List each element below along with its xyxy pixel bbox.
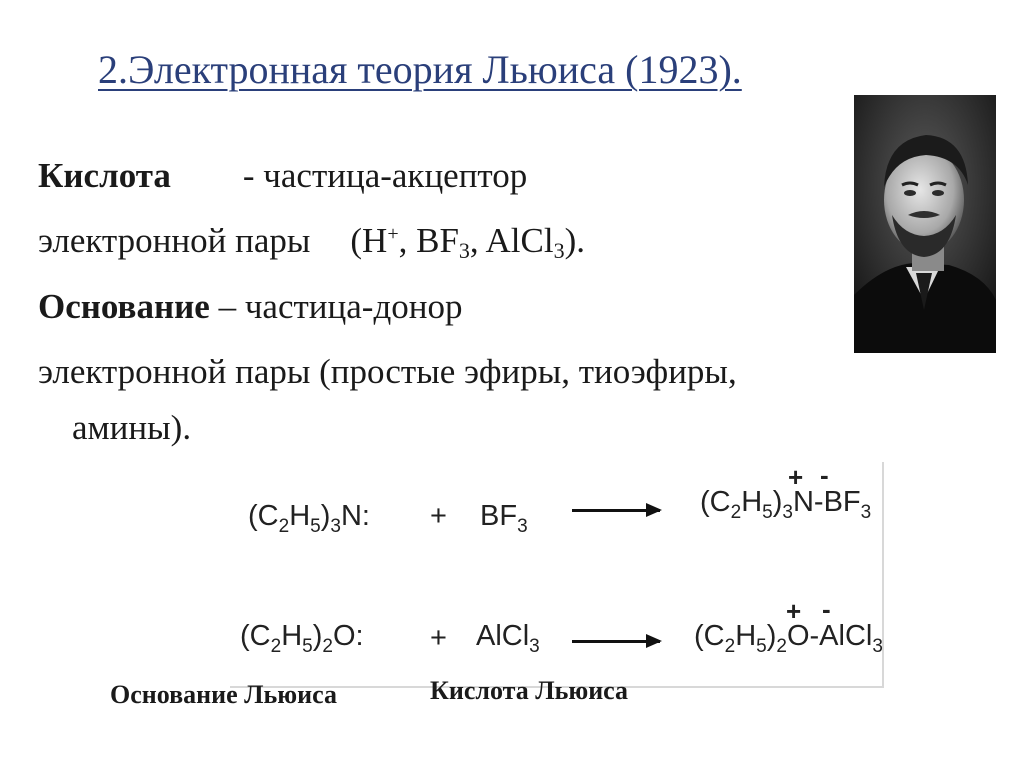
- reaction-2-acid: AlCl$_3$: [476, 620, 540, 657]
- reaction-2-charge-minus: -: [822, 594, 831, 624]
- acid-definition-1: - частица-акцептор: [242, 156, 528, 195]
- base-line-3: амины).: [72, 408, 192, 447]
- reaction-1-acid: $BF_3$: [480, 500, 528, 537]
- reaction-1-plus: +: [430, 500, 447, 532]
- reaction-1-product: $(C_2H_5)_3N-BF_3$: [700, 486, 872, 523]
- caption-lewis-base: Основание Льюиса: [110, 680, 337, 709]
- reaction-box: [230, 462, 884, 688]
- reaction-1-arrow-icon: [572, 509, 660, 512]
- reaction-2-base: $(C_2H_5)_2O$:: [240, 620, 364, 657]
- portrait-illustration: [854, 95, 996, 353]
- reaction-1-charge-plus: +: [788, 462, 804, 492]
- base-line-1: [38, 287, 462, 327]
- caption-lewis-acid: Кислота Льюиса: [430, 676, 629, 705]
- base-line-2: электронной пары (простые эфиры, тиоэфиры,: [38, 352, 737, 391]
- reaction-2-plus: +: [430, 622, 447, 654]
- base-definition-1: – частица-донор: [209, 287, 463, 326]
- acid-line-2: [38, 221, 585, 264]
- portrait-photo: [854, 95, 996, 353]
- base-term: Основание: [38, 287, 210, 326]
- reaction-1-base: $(C_2H_5)_3N$:: [248, 500, 370, 537]
- reaction-2-charge-plus: +: [786, 596, 802, 626]
- reaction-2-product: $(C_2H_5)_2O-AlCl_3$: [694, 620, 883, 657]
- acid-term: Кислота: [38, 156, 171, 195]
- slide-title: 2.Электронная теория Льюиса (1923).: [98, 47, 742, 92]
- reaction-2-arrow-icon: [572, 640, 660, 643]
- acid-definition-2: электронной пары: [38, 221, 311, 260]
- acid-line-1: [38, 156, 527, 196]
- acid-examples: (H+, $BF_3$, AlCl$_3$).: [350, 221, 585, 263]
- reaction-1-charge-minus: -: [820, 460, 829, 490]
